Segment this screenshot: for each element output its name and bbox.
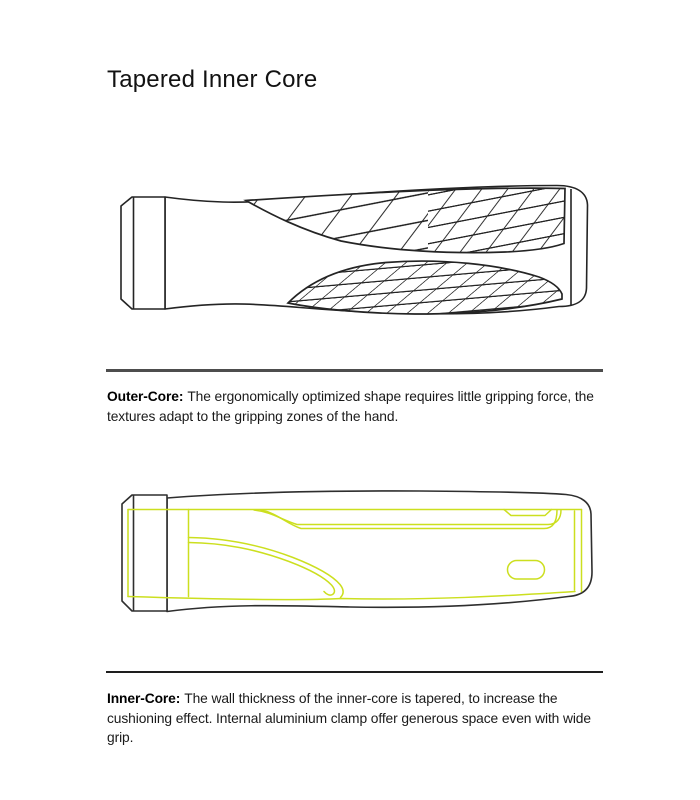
section-divider <box>106 369 603 372</box>
inner-core-grip-illustration <box>105 483 605 628</box>
inner-core-label: Inner-Core: <box>107 691 181 706</box>
outer-core-description: The ergonomically optimized shape requires little gripping force, the textures adapt to the gripping zones of the hand. <box>107 389 594 424</box>
inner-core-description: The wall thickness of the inner-core is tapered, to increase the cushioning effect. Internal aluminium clamp offer generous space even with wide grip. <box>107 691 591 745</box>
outer-core-label: Outer-Core: <box>107 389 184 404</box>
inner-core-caption <box>107 689 619 748</box>
page-title: Tapered Inner Core <box>107 66 318 94</box>
clamp-cap <box>121 197 165 309</box>
section-divider <box>106 671 603 673</box>
outer-core-caption <box>107 387 619 426</box>
outer-core-grip-illustration <box>105 176 605 334</box>
